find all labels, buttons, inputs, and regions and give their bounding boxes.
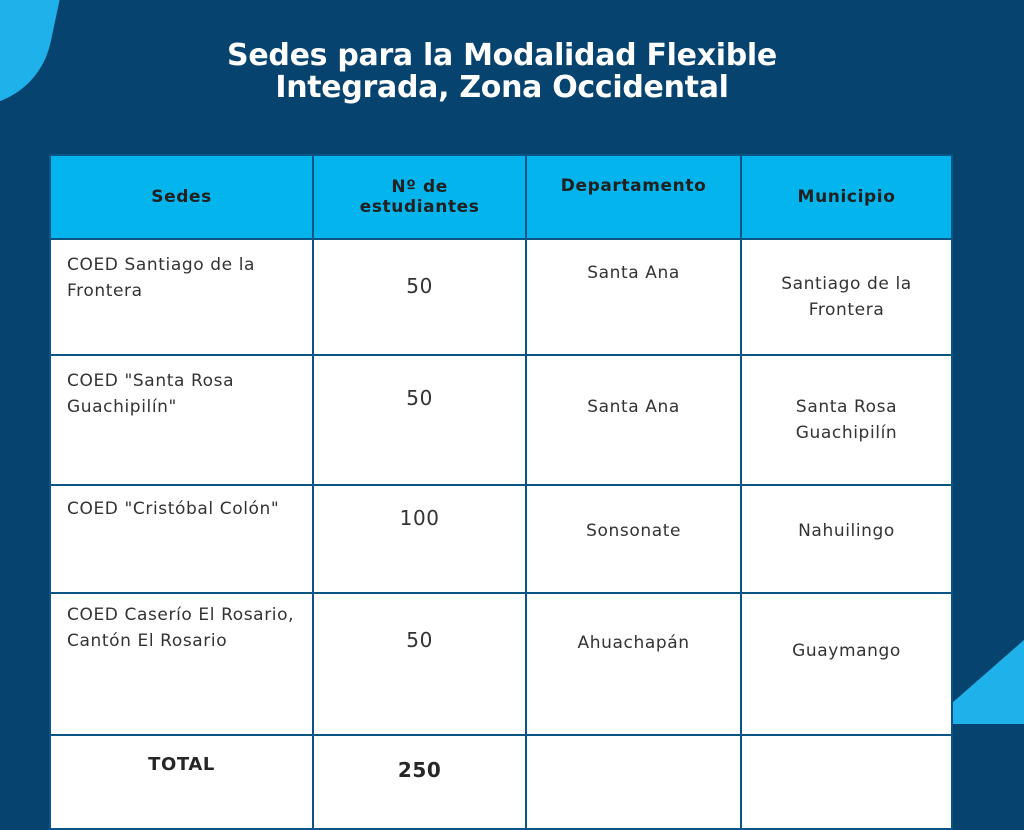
cell-departamento: Santa Ana — [526, 355, 741, 485]
header-sedes: Sedes — [50, 155, 313, 239]
sedes-table — [49, 154, 953, 830]
total-label: TOTAL — [50, 735, 313, 829]
cell-estudiantes: 50 — [313, 239, 526, 355]
title-line-2: Integrada, Zona Occidental — [275, 70, 729, 105]
header-estudiantes-line-2: estudiantes — [359, 197, 480, 217]
cell-departamento: Santa Ana — [526, 239, 741, 355]
cell-sede: COED "Santa Rosa Guachipilín" — [50, 355, 313, 485]
cell-sede: COED Santiago de la Frontera — [50, 239, 313, 355]
header-municipio: Municipio — [741, 155, 952, 239]
header-estudiantes — [313, 155, 526, 239]
cell-estudiantes: 100 — [313, 485, 526, 593]
page-title — [0, 40, 1004, 104]
cell-municipio: Nahuilingo — [741, 485, 952, 593]
cell-sede: COED Caserío El Rosario, Cantón El Rosario — [50, 593, 313, 735]
empty-cell — [741, 735, 952, 829]
cell-departamento: Sonsonate — [526, 485, 741, 593]
cell-municipio: Santa Rosa Guachipilín — [741, 355, 952, 485]
table-row — [50, 593, 952, 735]
empty-cell — [526, 735, 741, 829]
cell-estudiantes: 50 — [313, 593, 526, 735]
table-total-row — [50, 735, 952, 829]
table-row — [50, 355, 952, 485]
cell-municipio: Guaymango — [741, 593, 952, 735]
table-row — [50, 485, 952, 593]
header-departamento: Departamento — [526, 155, 741, 239]
header-estudiantes-line-1: Nº de — [391, 177, 448, 197]
title-line-1: Sedes para la Modalidad Flexible — [227, 38, 777, 73]
cell-sede: COED "Cristóbal Colón" — [50, 485, 313, 593]
cell-municipio: Santiago de la Frontera — [741, 239, 952, 355]
table-row — [50, 239, 952, 355]
table-header-row — [50, 155, 952, 239]
cell-estudiantes: 50 — [313, 355, 526, 485]
total-value: 250 — [313, 735, 526, 829]
cell-departamento: Ahuachapán — [526, 593, 741, 735]
